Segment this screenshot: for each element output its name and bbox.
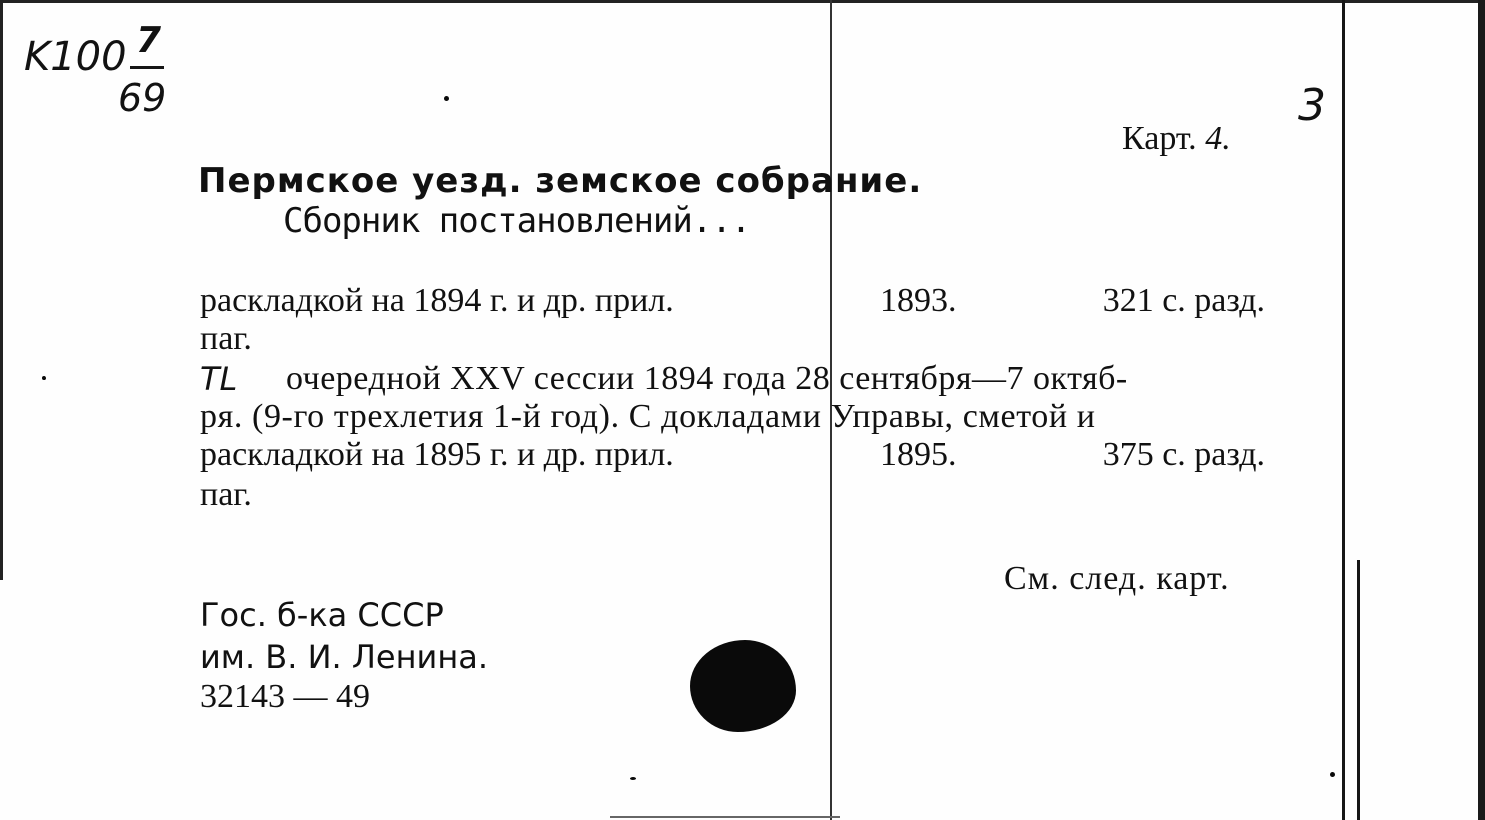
entry1-year: 1893. bbox=[880, 282, 957, 319]
entry1-line2: паг. bbox=[200, 320, 252, 357]
speck bbox=[630, 777, 636, 780]
card-left-edge bbox=[0, 0, 3, 580]
imprint-line3: 32143 — 49 bbox=[200, 678, 370, 715]
speck bbox=[1330, 772, 1335, 777]
entry2-line1: очередной XXV сессии 1894 года 28 сентября—7 октяб- bbox=[286, 360, 1128, 397]
imprint-line2: им. В. И. Ленина. bbox=[200, 638, 489, 676]
punch-hole bbox=[690, 640, 796, 732]
heading-author: Пермское уезд. земское собрание. bbox=[198, 161, 923, 201]
card-number-value: 4. bbox=[1205, 120, 1231, 157]
entry2-line4: паг. bbox=[200, 476, 252, 513]
bottom-rule bbox=[610, 816, 840, 818]
speck bbox=[444, 96, 449, 101]
heading-title: Сборник постановлений... bbox=[283, 201, 751, 241]
entry2-year: 1895. bbox=[880, 436, 957, 473]
entry2-text: раскладкой на 1895 г. и др. прил. bbox=[200, 436, 674, 473]
card-right-edge bbox=[1478, 0, 1485, 820]
shelfmark-fraction-bar bbox=[130, 66, 164, 69]
shelfmark-denominator: 69 bbox=[118, 76, 167, 120]
speck bbox=[42, 376, 46, 380]
card-number-label: Карт. bbox=[1122, 120, 1197, 157]
imprint-line1: Гос. б-ка СССР bbox=[200, 596, 444, 634]
entry2-line2: ря. (9-го трехлетия 1-й год). С докладами Управы, сметой и bbox=[200, 398, 1096, 435]
inline-mark: TL bbox=[200, 360, 238, 398]
entry1-text: раскладкой на 1894 г. и др. прил. bbox=[200, 282, 674, 319]
column-rule bbox=[1342, 0, 1345, 820]
entry1-pages: 321 с. разд. bbox=[1102, 282, 1265, 319]
shelfmark-main: K100 bbox=[24, 34, 127, 80]
shelfmark-numerator: 7 bbox=[136, 20, 162, 61]
corner-mark: 3 bbox=[1298, 80, 1326, 131]
card-number bbox=[1122, 120, 1231, 158]
entry1-line1 bbox=[200, 282, 1265, 320]
column-rule-short bbox=[1357, 560, 1360, 820]
see-next-card: См. след. карт. bbox=[1004, 560, 1230, 597]
entry2-pages: 375 с. разд. bbox=[1102, 436, 1265, 473]
entry2-line3 bbox=[200, 436, 1265, 474]
card-top-edge bbox=[0, 0, 1485, 3]
